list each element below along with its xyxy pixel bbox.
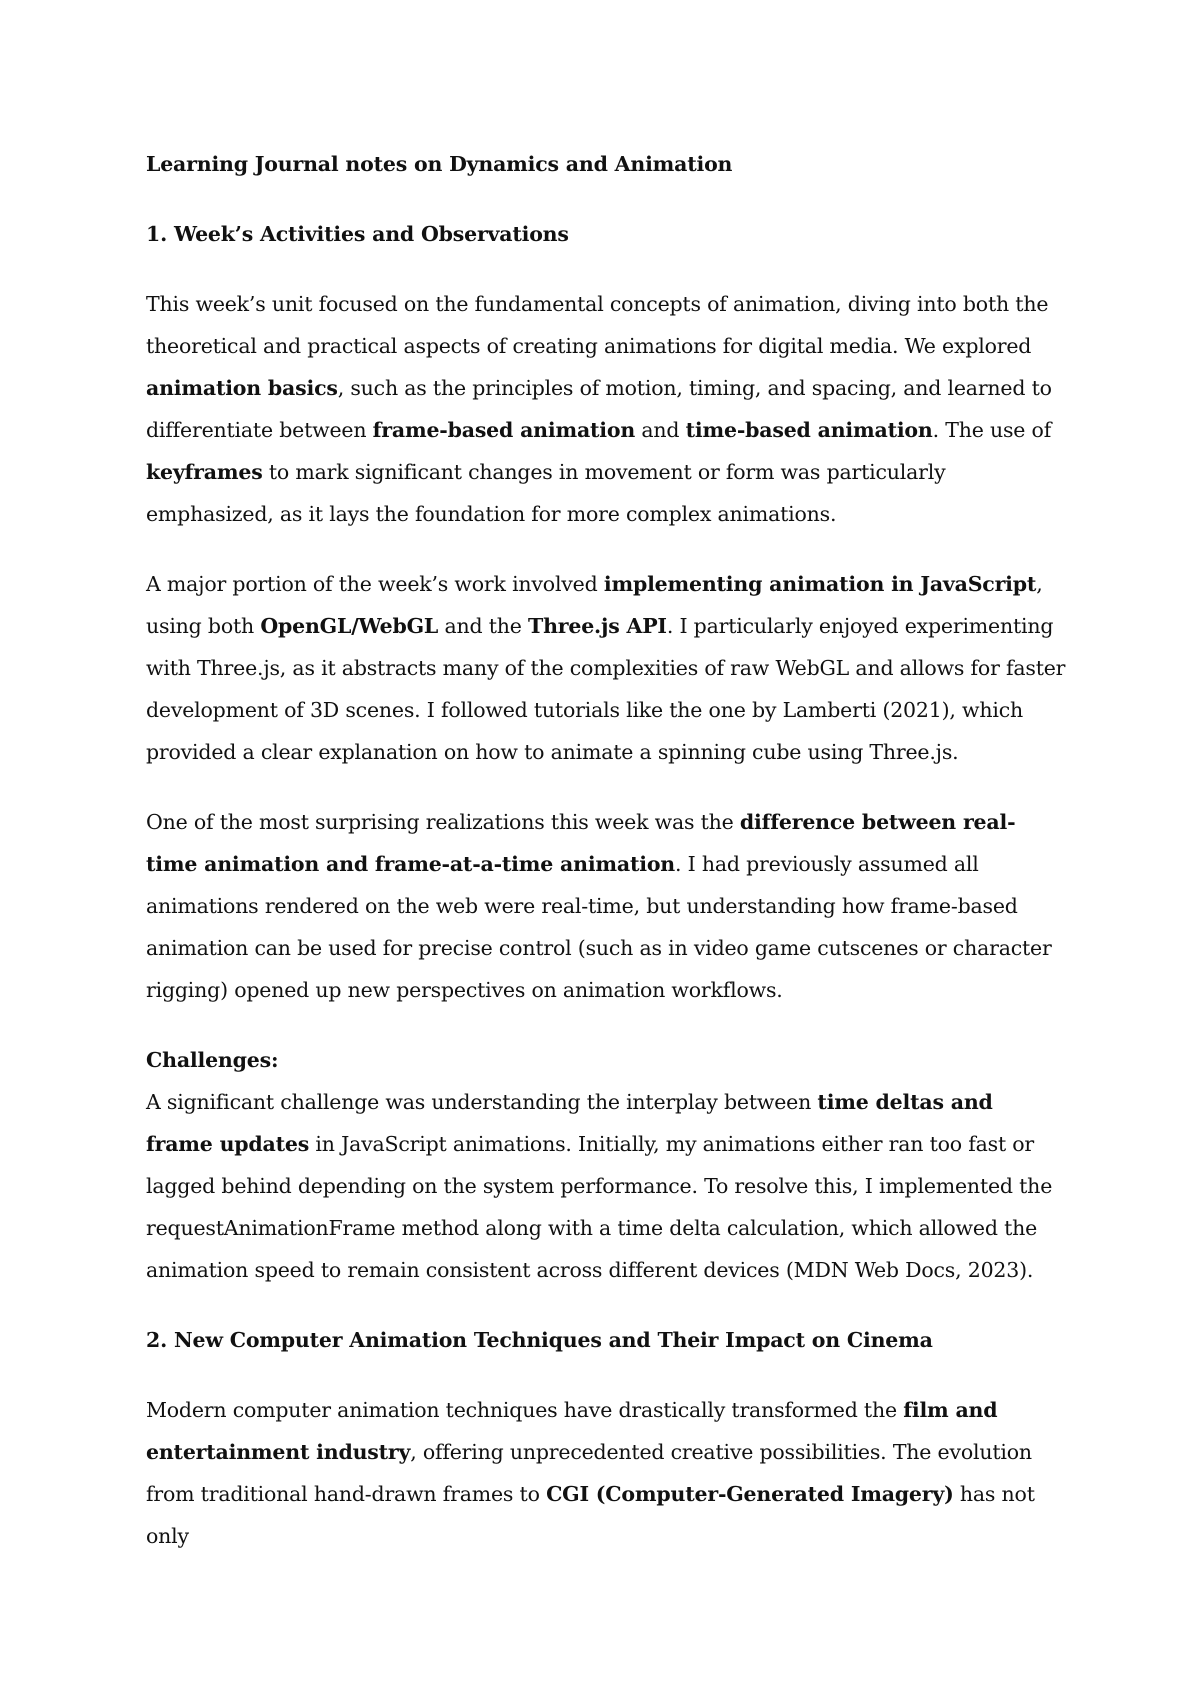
text-run: . I had previously assumed all animations rendered on the web were real-time, but understanding how frame-based animation can be used for precise control (such as in video game cutscenes or character rigging) opened up new perspectives on animation workflows.	[146, 852, 1052, 1002]
section-1-heading: 1. Week’s Activities and Observations	[146, 222, 569, 246]
bold-term: CGI (Computer-Generated Imagery)	[546, 1482, 954, 1506]
document-title: Learning Journal notes on Dynamics and Animation	[146, 152, 733, 176]
challenges-label: Challenges:	[146, 1048, 279, 1072]
challenges-paragraph	[146, 1081, 1066, 1291]
text-run: has not only	[146, 1482, 1035, 1548]
bold-term: film and entertainment industry	[146, 1398, 998, 1464]
bold-term: keyframes	[146, 460, 263, 484]
text-run: A major portion of the week’s work involved	[146, 572, 604, 596]
text-run: . I particularly enjoyed experimenting with Three.js, as it abstracts many of the complexities of raw WebGL and allows for faster development of 3D scenes. I followed tutorials like the one by Lamberti (2021), which provided a clear explanation on how to animate a spinning cube using Three.js.	[146, 614, 1066, 764]
text-run: in JavaScript animations. Initially, my animations either ran too fast or lagged behind depending on the system performance. To resolve this, I implemented the requestAnimationFrame method along with a time delta calculation, which allowed the animation speed to remain consistent across different devices (MDN Web Docs, 2023).	[146, 1132, 1053, 1282]
section-1-paragraph-1	[146, 283, 1066, 535]
text-run: and	[635, 418, 686, 442]
text-run: This week’s unit focused on the fundamental concepts of animation, diving into both the theoretical and practical aspects of creating animations for digital media. We explored	[146, 292, 1049, 358]
bold-term: time-based animation	[685, 418, 933, 442]
bold-term: difference between real-time animation and frame-at-a-time animation	[146, 810, 1016, 876]
section-1-paragraph-2	[146, 563, 1066, 773]
bold-term: frame-based animation	[372, 418, 636, 442]
section-1-paragraph-3	[146, 801, 1066, 1011]
section-2-heading: 2. New Computer Animation Techniques and Their Impact on Cinema	[146, 1328, 933, 1352]
text-run: , such as the principles of motion, timing, and spacing, and learned to differentiate between	[146, 376, 1052, 442]
text-run: Modern computer animation techniques have drastically transformed the	[146, 1398, 904, 1422]
bold-term: OpenGL/WebGL	[260, 614, 439, 638]
bold-term: implementing animation in JavaScript	[603, 572, 1037, 596]
text-run: , offering unprecedented creative possibilities. The evolution from traditional hand-drawn frames to	[146, 1440, 1032, 1506]
text-run: A significant challenge was understanding the interplay between	[146, 1090, 818, 1114]
text-run: to mark significant changes in movement or form was particularly emphasized, as it lays the foundation for more complex animations.	[146, 460, 946, 526]
text-run: One of the most surprising realizations this week was the	[146, 810, 740, 834]
bold-term: time deltas and frame updates	[146, 1090, 993, 1156]
text-run: , using both	[146, 572, 1043, 638]
document-body	[146, 143, 1066, 1557]
text-run: and the	[438, 614, 529, 638]
bold-term: animation basics	[146, 376, 338, 400]
section-2-paragraph-1	[146, 1389, 1066, 1557]
bold-term: Three.js API	[528, 614, 667, 638]
text-run: . The use of	[932, 418, 1052, 442]
